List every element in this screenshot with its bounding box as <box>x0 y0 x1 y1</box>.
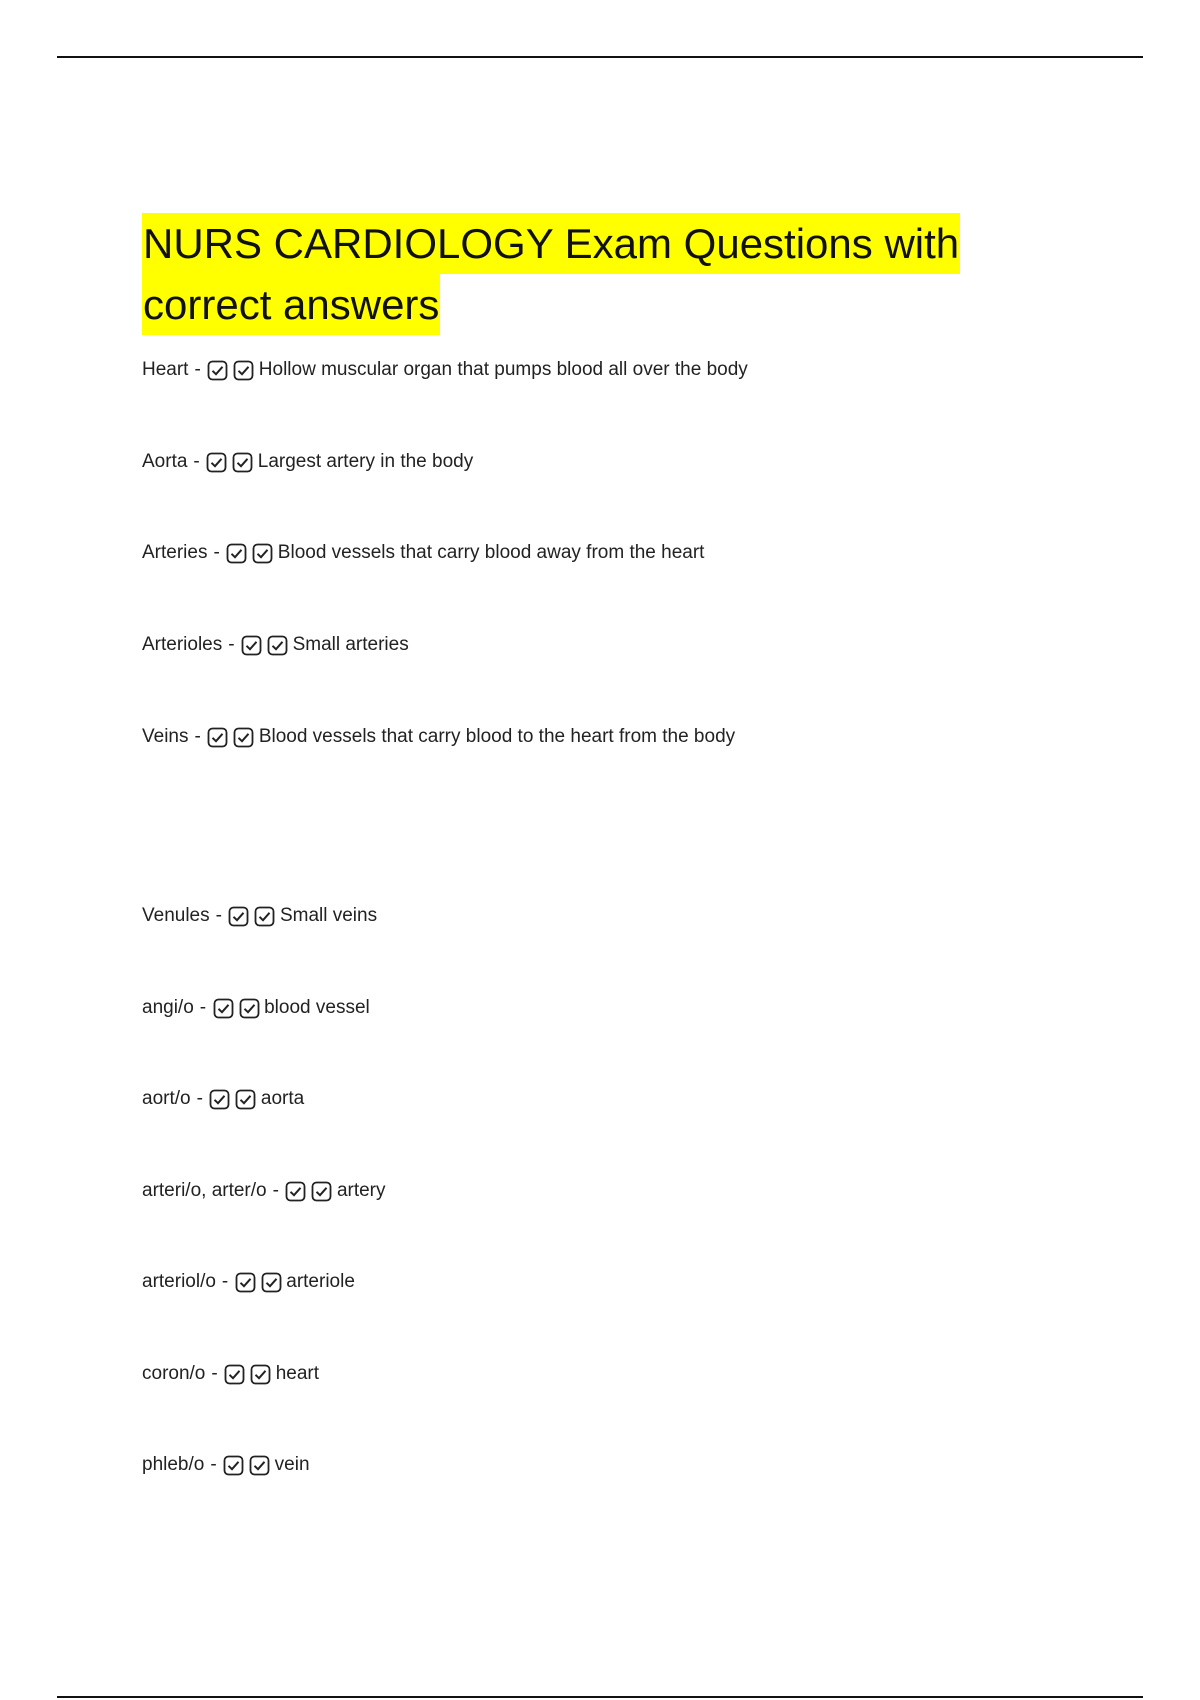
checkbox-checked-icon <box>254 905 276 927</box>
checkbox-checked-icon <box>235 1088 257 1110</box>
checkbox-checked-icon <box>206 451 228 473</box>
entry-heart <box>142 355 748 385</box>
entry-term: arteriol/o <box>142 1271 216 1292</box>
entry-definition: Blood vessels that carry blood to the heart from the body <box>258 726 736 747</box>
entry-definition: Largest artery in the body <box>257 451 474 472</box>
entry-separator: - <box>213 542 220 563</box>
entry-definition: Hollow muscular organ that pumps blood all over the body <box>258 359 748 380</box>
entry-separator: - <box>194 726 201 747</box>
checkbox-checked-icon <box>238 997 260 1019</box>
checkbox-checked-icon <box>209 1088 231 1110</box>
entry-angio <box>142 993 370 1023</box>
entry-venules <box>142 901 377 931</box>
entry-definition: heart <box>275 1363 320 1384</box>
checkbox-checked-icon <box>223 1454 245 1476</box>
document-title <box>142 213 960 335</box>
entry-term: phleb/o <box>142 1454 205 1475</box>
entry-phlebo <box>142 1450 310 1480</box>
entry-term: Arteries <box>142 542 208 563</box>
checkbox-checked-icon <box>233 359 255 381</box>
checkbox-checked-icon <box>232 451 254 473</box>
checkbox-checked-icon <box>234 1271 256 1293</box>
checkbox-checked-icon <box>250 1363 272 1385</box>
entry-separator: - <box>210 1454 217 1475</box>
entry-separator: - <box>199 997 207 1018</box>
checkbox-checked-icon <box>212 997 234 1019</box>
title-line-1: NURS CARDIOLOGY Exam Questions with <box>142 213 960 274</box>
entry-separator: - <box>228 634 235 655</box>
entry-separator: - <box>196 1088 203 1109</box>
entry-term: aort/o <box>142 1088 191 1109</box>
entry-term: Aorta <box>142 451 188 472</box>
entry-term: Venules <box>142 905 210 926</box>
entry-definition: aorta <box>260 1088 305 1109</box>
top-rule <box>57 56 1143 58</box>
entry-term: arteri/o, arter/o <box>142 1180 267 1201</box>
entry-definition: vein <box>274 1454 310 1475</box>
entry-term: Arterioles <box>142 634 223 655</box>
entry-definition: Blood vessels that carry blood away from the heart <box>277 542 705 563</box>
checkbox-checked-icon <box>311 1180 333 1202</box>
entry-separator: - <box>215 905 222 926</box>
entry-corono <box>142 1359 319 1389</box>
entry-arteriolo <box>142 1267 355 1297</box>
entry-arterioles <box>142 630 409 660</box>
checkbox-checked-icon <box>241 634 263 656</box>
checkbox-checked-icon <box>228 905 250 927</box>
entry-definition: arteriole <box>286 1271 355 1292</box>
checkbox-checked-icon <box>252 542 274 564</box>
title-line-2: correct answers <box>142 274 440 335</box>
checkbox-checked-icon <box>233 726 255 748</box>
entry-arterio <box>142 1176 386 1206</box>
checkbox-checked-icon <box>285 1180 307 1202</box>
checkbox-checked-icon <box>207 726 229 748</box>
entry-separator: - <box>194 359 201 380</box>
checkbox-checked-icon <box>260 1271 282 1293</box>
entry-term: coron/o <box>142 1363 206 1384</box>
entry-aorto <box>142 1084 304 1114</box>
entry-term: Veins <box>142 726 189 747</box>
entry-definition: artery <box>336 1180 386 1201</box>
entry-separator: - <box>193 451 200 472</box>
entry-definition: blood vessel <box>264 997 370 1018</box>
entry-separator: - <box>221 1271 229 1292</box>
entry-term: angi/o <box>142 997 194 1018</box>
entry-arteries <box>142 538 704 568</box>
checkbox-checked-icon <box>226 542 248 564</box>
checkbox-checked-icon <box>267 634 289 656</box>
entry-separator: - <box>272 1180 279 1201</box>
entry-definition: Small veins <box>279 905 378 926</box>
entry-term: Heart <box>142 359 189 380</box>
bottom-rule <box>57 1696 1143 1698</box>
checkbox-checked-icon <box>224 1363 246 1385</box>
entry-aorta <box>142 447 473 477</box>
entry-veins <box>142 722 735 752</box>
entry-definition: Small arteries <box>292 634 409 655</box>
entry-separator: - <box>211 1363 218 1384</box>
checkbox-checked-icon <box>249 1454 271 1476</box>
checkbox-checked-icon <box>207 359 229 381</box>
